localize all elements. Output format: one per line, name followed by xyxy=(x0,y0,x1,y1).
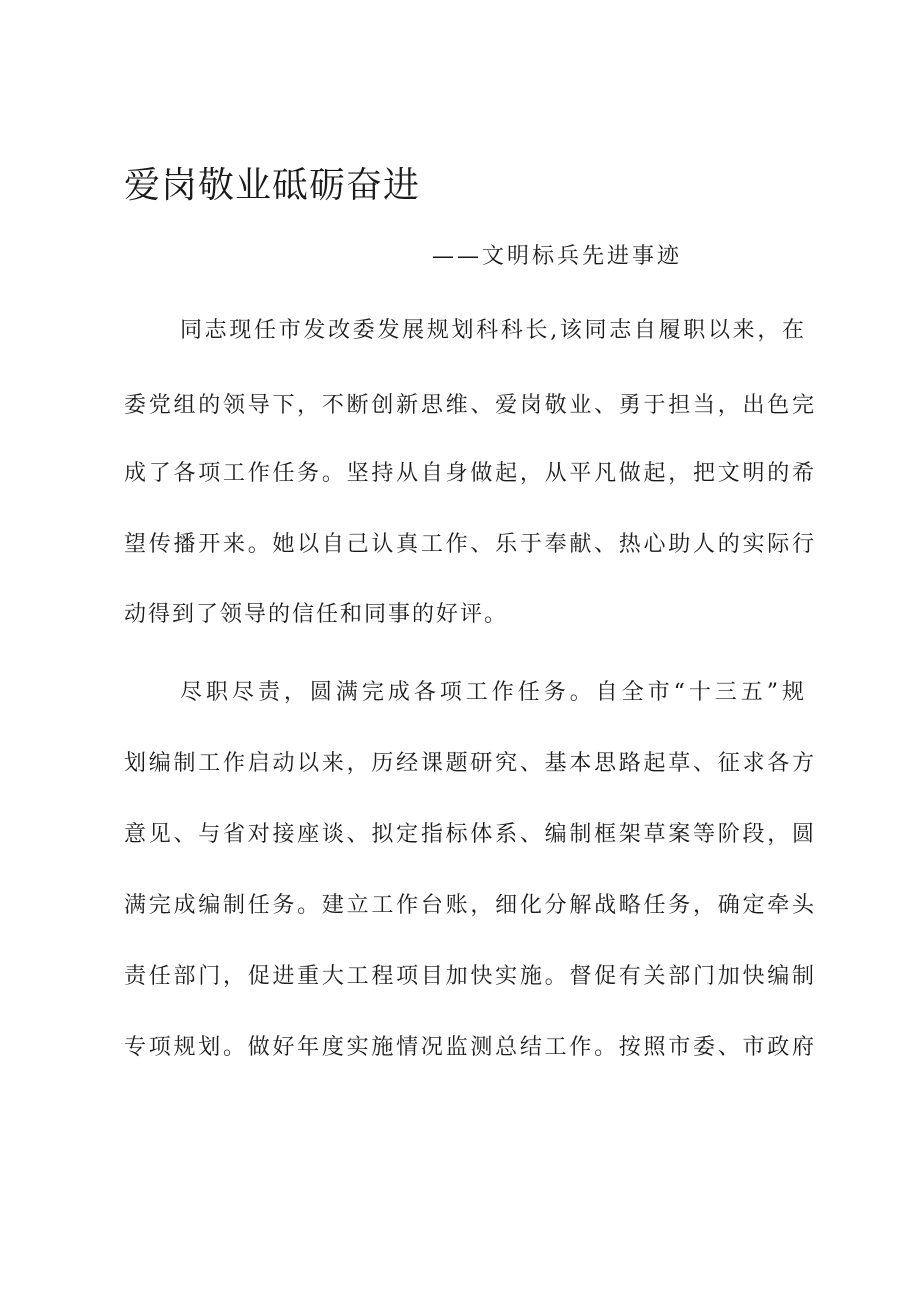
paragraph-line: 望传播开来。她以自己认真工作、乐于奉献、热心助人的实际行 xyxy=(124,532,814,557)
paragraph-line: 责任部门，促进重大工程项目加快实施。督促有关部门加快编制 xyxy=(124,964,814,989)
paragraph-line: 同志现任市发改委发展规划科科长,该同志自履职以来，在 xyxy=(180,318,804,343)
paragraph-line: 专项规划。做好年度实施情况监测总结工作。按照市委、市政府 xyxy=(124,1035,814,1060)
paragraph-line: 满完成编制任务。建立工作台账，细化分解战略任务，确定牵头 xyxy=(124,893,814,918)
paragraph-line: 委党组的领导下，不断创新思维、爱岗敬业、勇于担当，出色完 xyxy=(124,393,814,418)
paragraph-line: 动得到了领导的信任和同事的好评。 xyxy=(124,602,509,627)
paragraph-line: 尽职尽责，圆满完成各项工作任务。自全市“十三五”规 xyxy=(180,680,804,705)
paragraph-line: 意见、与省对接座谈、拟定指标体系、编制框架草案等阶段，圆 xyxy=(124,822,814,847)
paragraph-line: 成了各项工作任务。坚持从自身做起，从平凡做起，把文明的希 xyxy=(124,461,814,486)
document-subtitle: ——文明标兵先进事迹 xyxy=(432,244,683,269)
paragraph-line: 划编制工作启动以来，历经课题研究、基本思路起草、征求各方 xyxy=(124,751,814,776)
document-title: 爱岗敬业砥砺奋进 xyxy=(124,165,421,206)
